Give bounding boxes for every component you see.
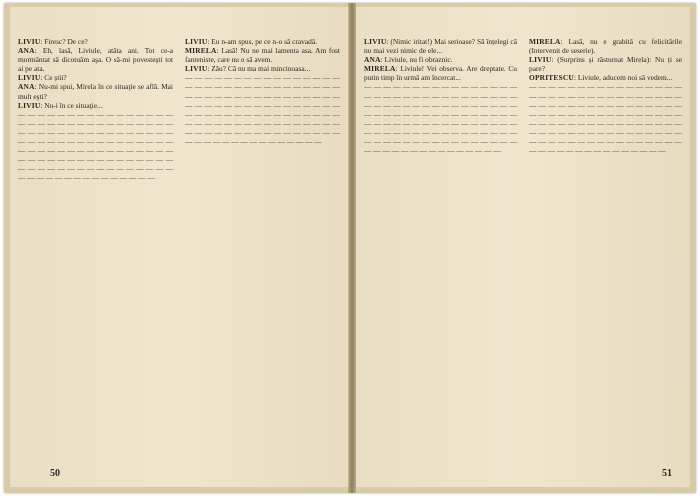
dialogue-line: Eu n-am spus, pe ce n-o să cravadă. (211, 37, 317, 46)
speaker-name: LIVIU (18, 73, 41, 83)
speaker-name: MIRELA (185, 46, 217, 56)
dialogue-line: Nu-mi spui, Mirela în ce situaţie se află. Mai mult eşti? (18, 82, 173, 101)
speaker-name: LIVIU (185, 37, 208, 46)
speaker-name: ANA (18, 82, 35, 92)
speaker-name: ANA (364, 55, 381, 65)
book-spine (348, 3, 356, 493)
speaker-name: MIRELA (529, 37, 561, 46)
left-page-column-2: LIVIU: Eu n-am spus, pe ce n-o să cravadă. MIRELA: Lasă! Nu ne mai lamenta asa. Am fost fanteniste, care nu o să avem. LIVIU: Zău? Că nu ma mai mincinoasa... — — — — — — — — — — — — — — — — — — — — — — — — — — — — — — — — — — — — — — — — — — — — — — — — — — — — — — — — — — — — — — — — — — — — — — — — — — — — — — — — — — — — — — — — — — — — — — — — — — — — — — — — — — — — — — — — — — — — — — — — — — — — — — — (185, 37, 340, 147)
dialogue-line: Liviule, aducem noi să vedem... (577, 73, 673, 83)
speaker-name: LIVIU (529, 55, 552, 65)
dialogue-line: Liviule, nu fi obraznic. (384, 55, 453, 65)
page-number: 51 (662, 468, 672, 479)
page-number: 50 (50, 468, 60, 479)
left-page-column-1: LIVIU: Firesc? De ce? ANA: Eh, lasă, Liviule, atâta ani. Tot ce-a mormântat să dicotuăm aşa. O să-mi povesteşti tot ai pe ata. LIVIU: Ce știi? ANA: Nu-mi spui, Mirela în ce situaţie se află. Mai mult eşti? LIVIU: Nu-i în ce situaţie... — — — — — — — — — — — — — — — — — — — — — — — — — — — — — — — — — — — — — — — — — — — — — — — — — — — — — — — — — — — — — — — — — — — — — — — — — — — — — — — — — — — — — — — — — — — — — — — — — — — — — — — — — — — — — — — — — — — — — — — — — — — — — — — (18, 37, 173, 183)
illegible-text-placeholder: — — — — — — — — — — — — — — — — — — — — — — — — — — — — — — — — — — — — — — — — — — — — — — — — — — — — — — — — — — — — — — — — — — — — — — — — — — — — — — — — — — — — — — — — — — — — — — — — — — — — — — — — — — — — — — — — — — — — — — — — — — — — — — — (529, 82, 682, 156)
dialogue-line: (Surprins și răsturnat Mirela): Nu ți se pare? (529, 55, 682, 74)
open-book (4, 3, 696, 493)
left-page (10, 7, 349, 487)
dialogue-line: (Nimic iritat!) Mai serioase? Să înțelegi că nu mai vezi nimic de ele... (364, 37, 517, 56)
speaker-name: LIVIU (364, 37, 387, 46)
speaker-name: OPRITESCU (529, 73, 574, 83)
dialogue-line: Zău? Că nu ma mai mincinoasa... (211, 64, 311, 74)
right-page (356, 7, 690, 487)
dialogue-line: Ce știi? (44, 73, 67, 83)
dialogue-line: Nu-i în ce situaţie... (44, 100, 103, 110)
illegible-text-placeholder: — — — — — — — — — — — — — — — — — — — — — — — — — — — — — — — — — — — — — — — — — — — — — — — — — — — — — — — — — — — — — — — — — — — — — — — — — — — — — — — — — — — — — — — — — — — — — — — — — — — — — — — — — — — — — — — — — — — — — — — — — — — — — — — (18, 109, 173, 183)
dialogue-line: Liviule! Vei observa. Are dreptate. Cu putin timp în urmă am încercat... (364, 64, 517, 83)
dialogue-line: Firesc? De ce? (44, 37, 88, 46)
dialogue-line: Eh, lasă, Liviule, atâta ani. Tot ce-a mormântat să dicotuăm aşa. O să-mi povesteşti tot ai pe ata. (18, 46, 173, 74)
illegible-text-placeholder: — — — — — — — — — — — — — — — — — — — — — — — — — — — — — — — — — — — — — — — — — — — — — — — — — — — — — — — — — — — — — — — — — — — — — — — — — — — — — — — — — — — — — — — — — — — — — — — — — — — — — — — — — — — — — — — — — — — — — — — — — — — — — — — (185, 73, 340, 147)
speaker-name: LIVIU (185, 64, 208, 74)
speaker-name: LIVIU (18, 37, 41, 46)
dialogue-line: Lasă, nu e grabită cu felicitările (Intervenit de seserie). (529, 37, 682, 56)
right-page-column-1: LIVIU: (Nimic iritat!) Mai serioase? Să înțelegi că nu mai vezi nimic de ele... ANA: Liviule, nu fi obraznic. MIRELA: Liviule! Vei observa. Are dreptate. Cu putin timp în urmă am încercat... — — — — — — — — — — — — — — — — — — — — — — — — — — — — — — — — — — — — — — — — — — — — — — — — — — — — — — — — — — — — — — — — — — — — — — — — — — — — — — — — — — — — — — — — — — — — — — — — — — — — — — — — — — — — — — — — — — — — — — — — — — — — — — — (364, 37, 517, 156)
dialogue-line: Lasă! Nu ne mai lamenta asa. Am fost fanteniste, care nu o să avem. (185, 46, 340, 65)
illegible-text-placeholder: — — — — — — — — — — — — — — — — — — — — — — — — — — — — — — — — — — — — — — — — — — — — — — — — — — — — — — — — — — — — — — — — — — — — — — — — — — — — — — — — — — — — — — — — — — — — — — — — — — — — — — — — — — — — — — — — — — — — — — — — — — — — — — — (364, 82, 517, 156)
speaker-name: ANA (18, 46, 35, 56)
speaker-name: LIVIU (18, 100, 41, 110)
right-page-column-2: MIRELA: Lasă, nu e grabită cu felicitările (Intervenit de seserie). LIVIU: (Surprins și răsturnat Mirela): Nu ți se pare? OPRITESCU: Liviule, aducem noi să vedem... — — — — — — — — — — — — — — — — — — — — — — — — — — — — — — — — — — — — — — — — — — — — — — — — — — — — — — — — — — — — — — — — — — — — — — — — — — — — — — — — — — — — — — — — — — — — — — — — — — — — — — — — — — — — — — — — — — — — — — — — — — — — — — — (529, 37, 682, 156)
speaker-name: MIRELA (364, 64, 396, 74)
